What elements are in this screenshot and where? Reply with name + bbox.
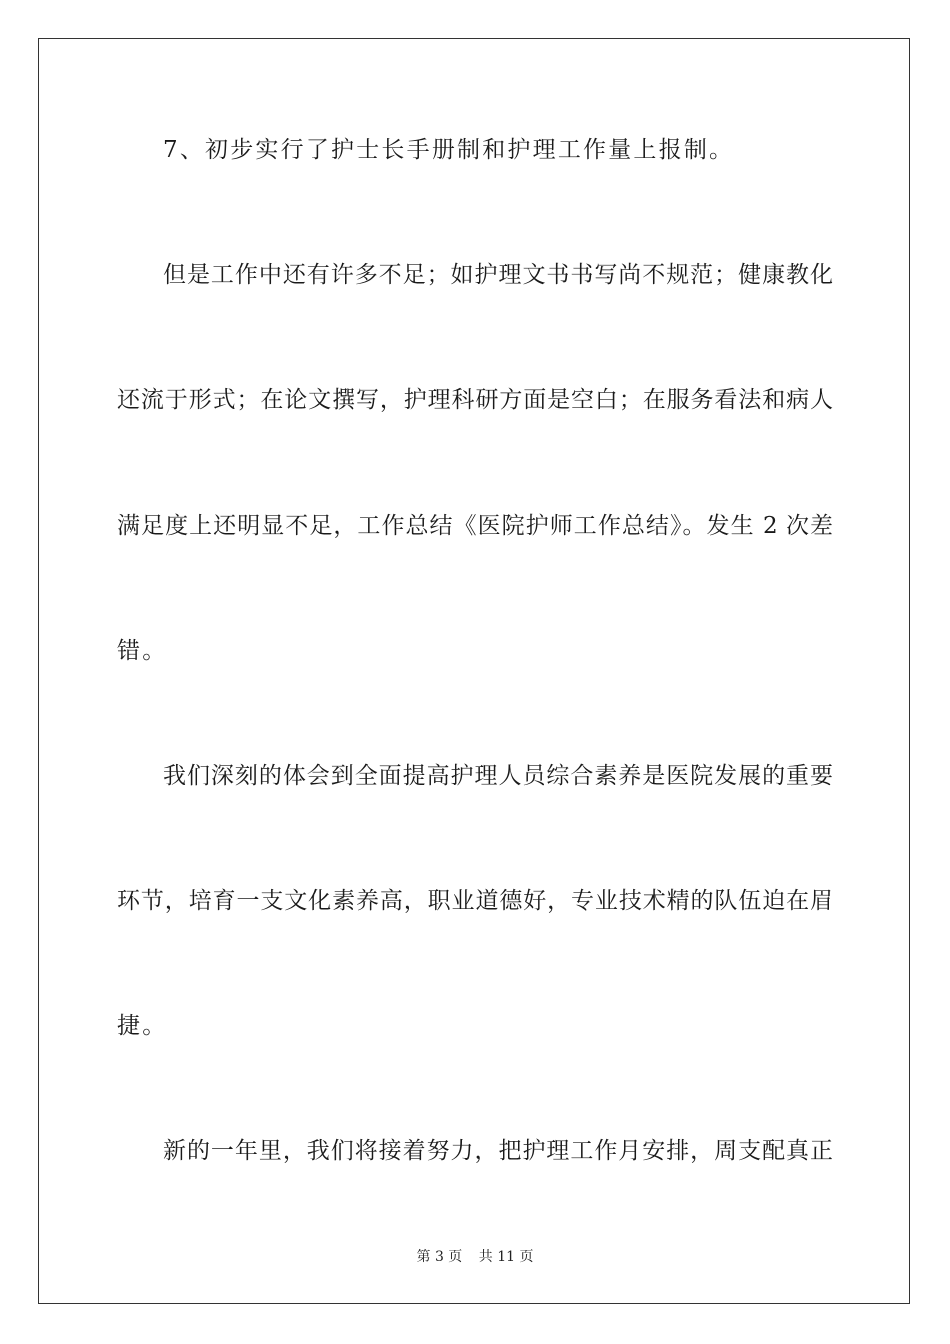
paragraph-line-9: 新的一年里，我们将接着努力，把护理工作月安排，周支配真正 <box>163 1138 833 1164</box>
paragraph-line-1: 7、初步实行了护士长手册制和护理工作量上报制。 <box>163 137 735 163</box>
paragraph-line-5: 错。 <box>117 638 168 664</box>
paragraph-line-2: 但是工作中还有许多不足；如护理文书书写尚不规范；健康教化 <box>163 262 833 288</box>
paragraph-line-6: 我们深刻的体会到全面提高护理人员综合素养是医院发展的重要 <box>163 763 833 789</box>
page-footer <box>0 1248 950 1266</box>
paragraph-line-8: 捷。 <box>117 1013 168 1039</box>
paragraph-line-7: 环节，培育一支文化素养高，职业道德好，专业技术精的队伍迫在眉 <box>117 888 833 914</box>
paragraph-line-4: 满足度上还明显不足，工作总结《医院护师工作总结》。发生 2 次差 <box>117 513 833 539</box>
paragraph-line-3: 还流于形式；在论文撰写，护理科研方面是空白；在服务看法和病人 <box>117 387 833 413</box>
page-border <box>38 38 910 1304</box>
page-number: 第 3 页 <box>416 1249 463 1265</box>
page-total: 共 11 页 <box>478 1249 534 1265</box>
